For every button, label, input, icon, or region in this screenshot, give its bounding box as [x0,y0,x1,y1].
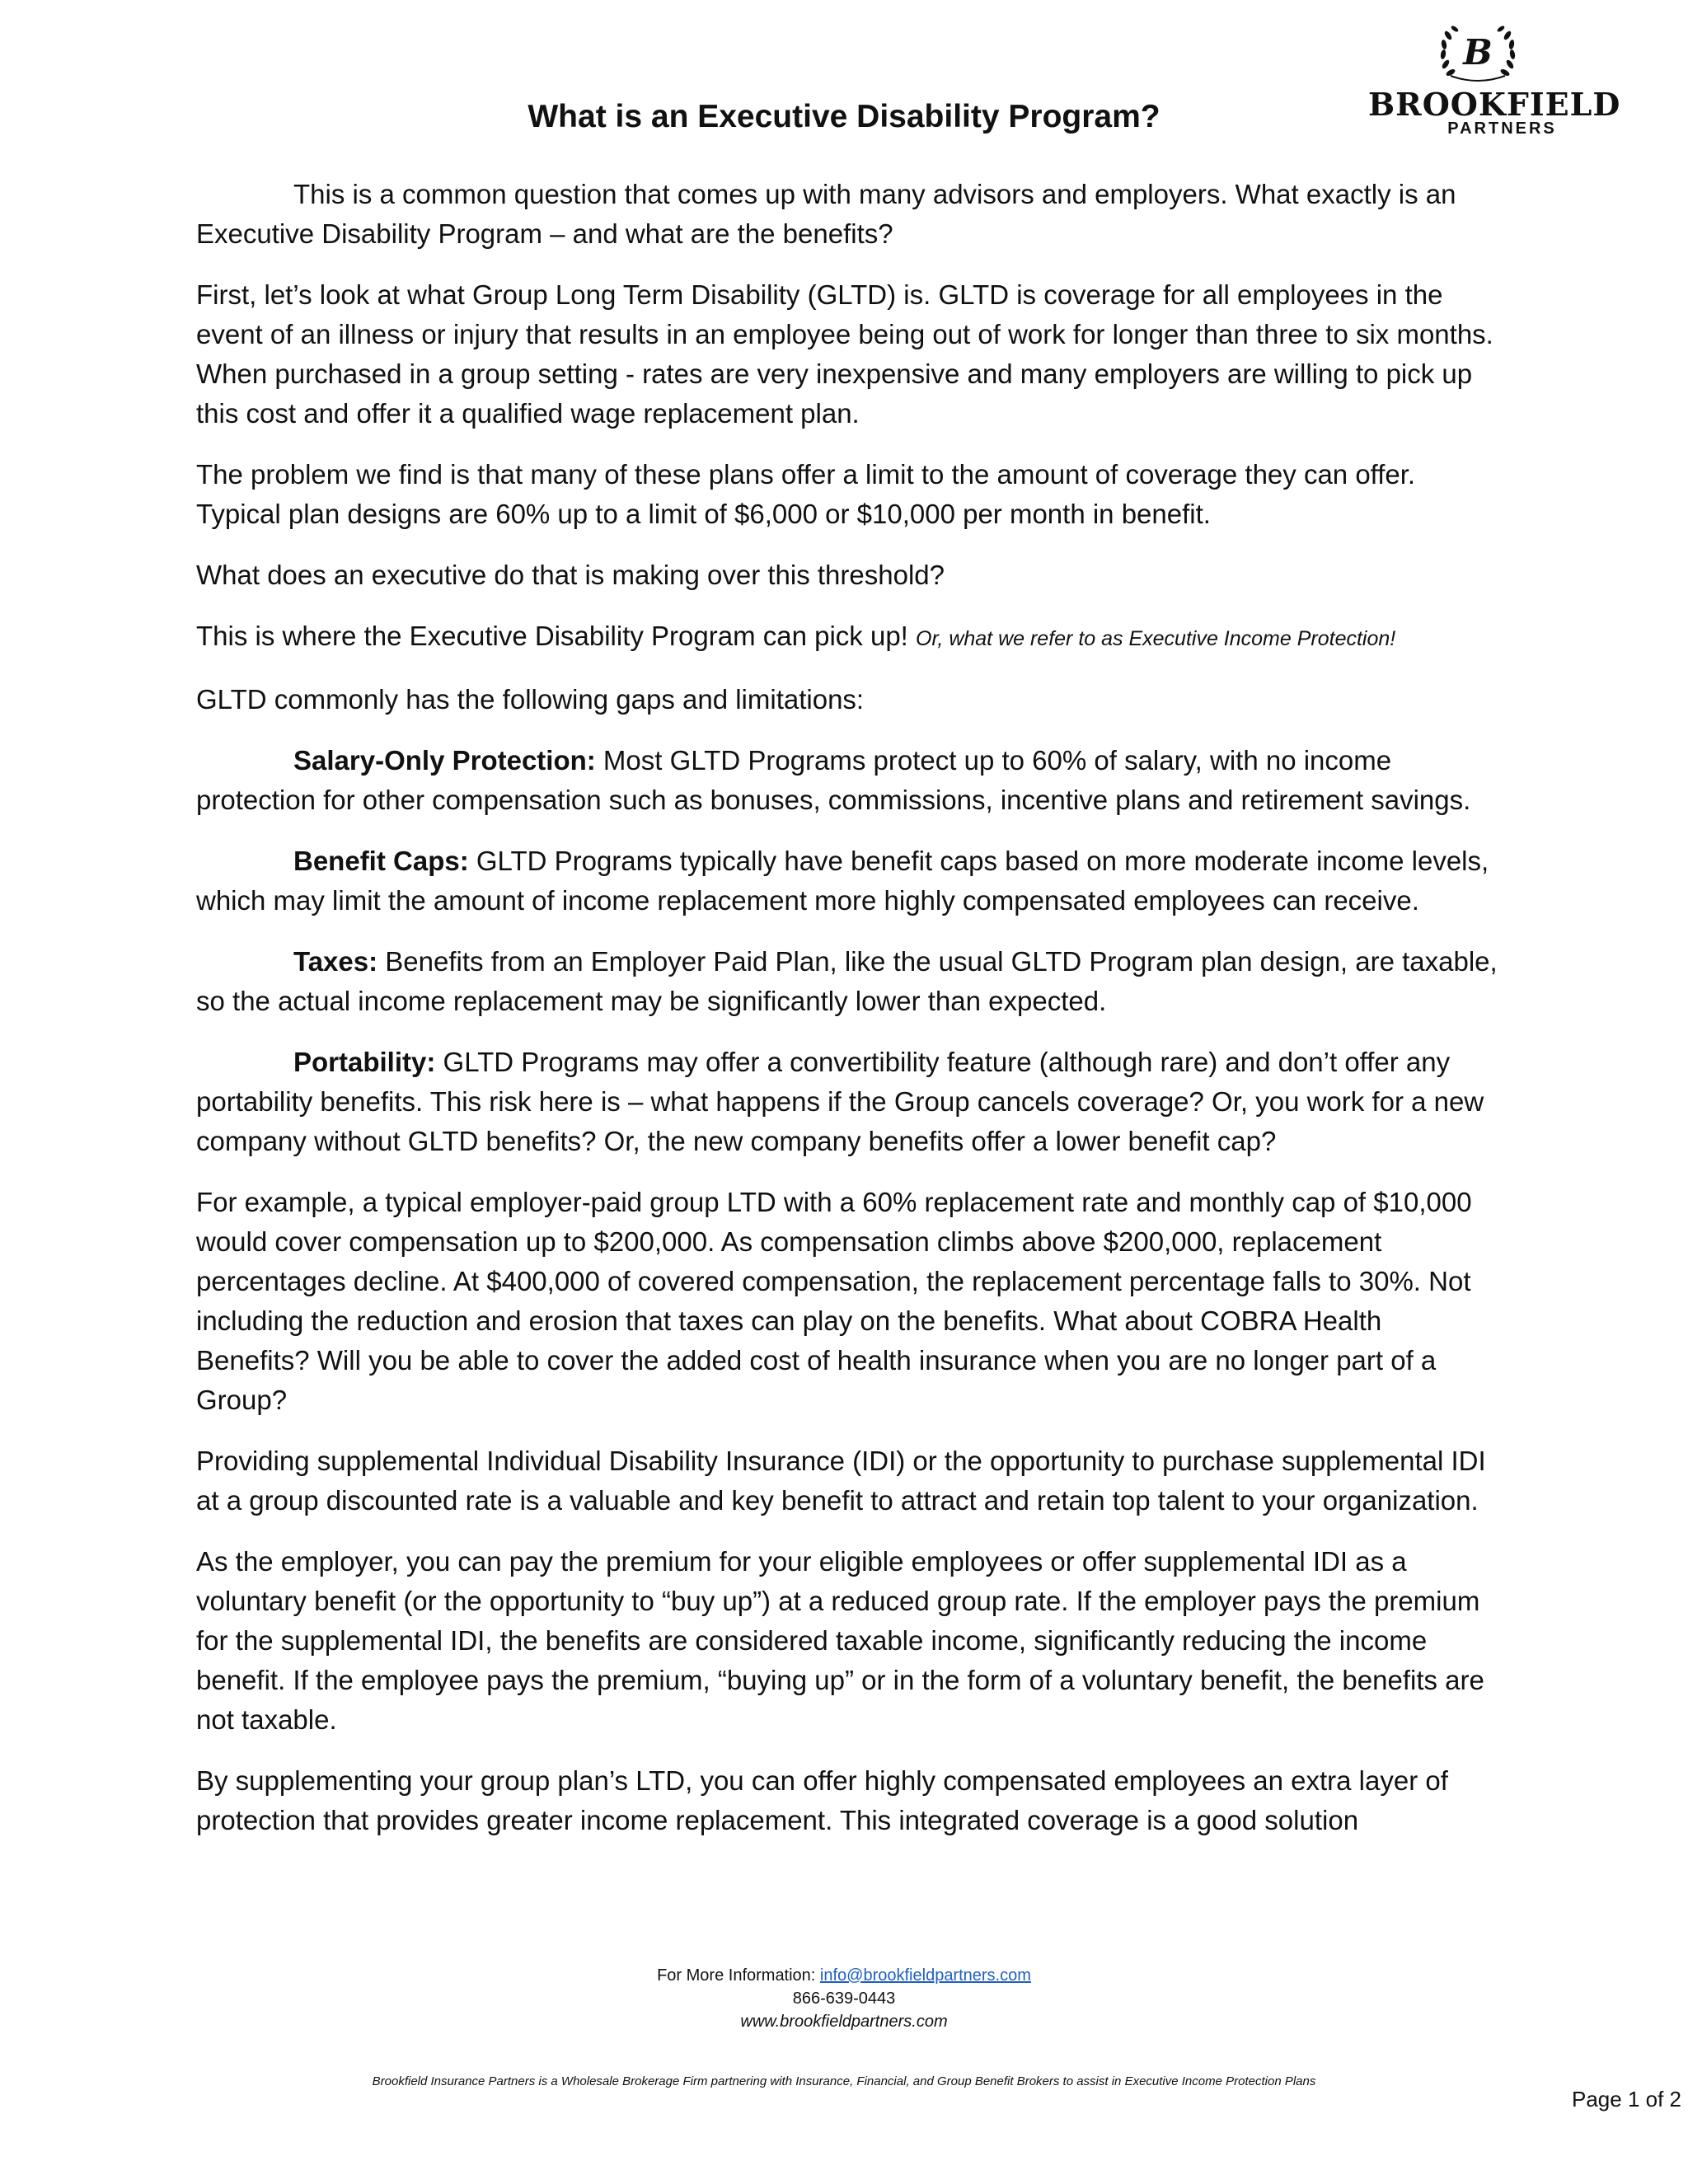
gap-item-benefit-caps [196,841,1498,921]
gap-label: Portability: [293,1047,436,1077]
gap-text: GLTD Programs may offer a convertibility feature (although rare) and don’t offer any portability benefits. This risk here is – what happens if the Group cancels coverage? Or, you work for a new company without GLTD benefits? Or, the new company benefits offer a lower benefit cap? [196,1047,1484,1156]
supplemental-paragraph: Providing supplemental Individual Disability Insurance (IDI) or the opportunity to purchase supplemental IDI at a group discounted rate is a valuable and key benefit to attract and retain top talent to your organization. [196,1446,1486,1516]
closing-paragraph: By supplementing your group plan’s LTD, you can offer highly compensated employees an extra layer of protection that provides greater income replacement. This integrated coverage is a good solution [196,1765,1448,1835]
intro-paragraph: This is a common question that comes up with many advisors and employers. What exactly is an Executive Disability Program – and what are the benefits? [196,179,1456,249]
website-url: www.brookfieldpartners.com [740,2013,948,2031]
gap-label: Salary-Only Protection: [293,745,596,776]
email-link[interactable]: info@brookfieldpartners.com [819,1966,1031,1985]
gap-text: GLTD Programs typically have benefit caps based on more moderate income levels, which may limit the amount of income replacement more highly compensated employees can receive. [196,846,1489,916]
answer-paragraph [196,616,1498,658]
contact-footer [0,1964,1688,2033]
answer-main: This is where the Executive Disability Program can pick up! [196,621,917,651]
gap-text: Most GLTD Programs protect up to 60% of salary, with no income protection for other compensation such as bonuses, commissions, incentive plans and retirement savings. [196,745,1471,815]
info-label: For More Information: [657,1966,820,1985]
phone-number: 866-639-0443 [792,1990,896,2008]
gap-item-portability [196,1043,1498,1161]
answer-aside: Or, what we refer to as Executive Income Protection! [916,627,1396,650]
page-title: What is an Executive Disability Program? [528,99,1160,134]
employer-paragraph: As the employer, you can pay the premium for your eligible employees or offer supplemental IDI as a voluntary benefit (or the opportunity to “buy up”) at a reduced group rate. If the employer pays the premium for the supplemental IDI, the benefits are considered taxable income, significantly reducing the income benefit. If the employee pays the premium, “buying up” or in the form of a voluntary benefit, the benefits are not taxable. [196,1546,1484,1735]
question-paragraph: What does an executive do that is making over this threshold? [196,560,945,590]
page-number: Page 1 of 2 [1572,2087,1681,2111]
gap-item-salary-only [196,741,1498,820]
gap-label: Taxes: [293,946,378,977]
gap-item-taxes [196,942,1498,1021]
laurel-wreath-icon [1432,21,1523,87]
example-paragraph: For example, a typical employer-paid group LTD with a 60% replacement rate and monthly cap of $10,000 would cover compensation up to $200,000. As compensation climbs above $200,000, replacement percentages decline. At $400,000 of covered compensation, the replacement percentage falls to 30%. Not including the reduction and erosion that taxes can play on the benefits. What about COBRA Health Benefits? Will you be able to cover the added cost of health insurance when you are no longer part of a Group? [196,1187,1472,1415]
logo-sub: PARTNERS [1447,120,1557,138]
logo-monogram: B [1462,32,1493,73]
problem-paragraph: The problem we find is that many of these plans offer a limit to the amount of coverage they can offer. Typical plan designs are 60% up to a limit of $6,000 or $10,000 per month in benefit. [196,459,1416,529]
gaps-intro-paragraph: GLTD commonly has the following gaps and limitations: [196,684,865,715]
gap-label: Benefit Caps: [293,846,469,876]
gltd-definition-paragraph: First, let’s look at what Group Long Term Disability (GLTD) is. GLTD is coverage for all employees in the event of an illness or injury that results in an employee being out of work for longer than three to six months. When purchased in a group setting - rates are very inexpensive and many employers are willing to pick up this cost and offer it a qualified wage replacement plan. [196,279,1493,429]
contact-info-line [0,1964,1688,1987]
logo-name: BROOKFIELD [1368,86,1621,123]
footer-disclaimer: Brookfield Insurance Partners is a Wholesale Brokerage Firm partnering with Insurance, Financial, and Group Benefit Brokers to assist in Executive Income Protection Plans [372,2074,1316,2088]
gap-text: Benefits from an Employer Paid Plan, like the usual GLTD Program plan design, are taxable, so the actual income replacement may be significantly lower than expected. [196,946,1498,1016]
article-body [196,175,1498,1862]
